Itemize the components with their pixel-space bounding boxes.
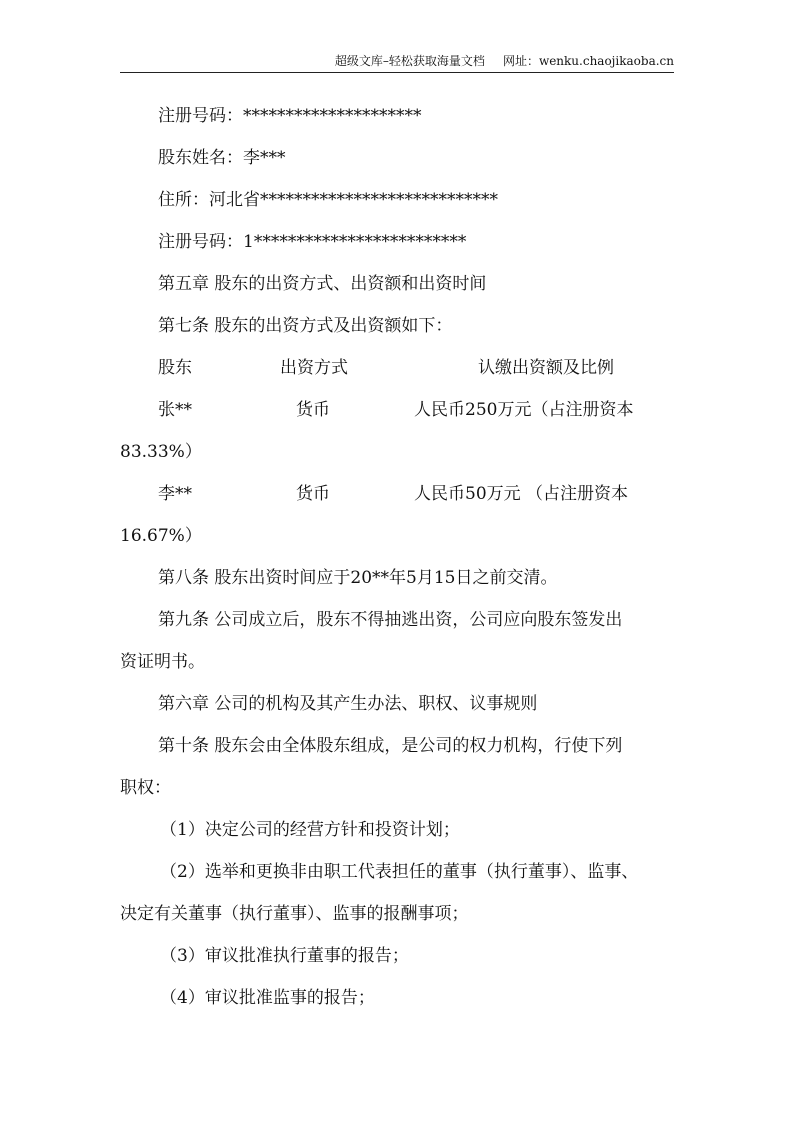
row-percent-line: 83.33%） [120,442,202,462]
table-header-shareholder: 股东 [158,358,192,378]
reg-number-line-1: 注册号码：********************* [158,106,422,126]
article-10-cont: 职权： [120,778,171,798]
list-item-2: （2）选举和更换非由职工代表担任的董事（执行董事）、监事、 [160,862,639,882]
header-site-name: 超级文库–轻松获取海量文档 [334,54,485,68]
row-amount: 人民币250万元（占注册资本 [414,400,634,420]
reg-number-line-2: 注册号码：1************************* [158,232,467,252]
table-header-method: 出资方式 [280,358,348,378]
row-shareholder: 张** [158,400,192,420]
row-amount: 人民币50万元 （占注册资本 [414,484,629,504]
chapter-5-title: 第五章 股东的出资方式、出资额和出资时间 [158,274,487,294]
list-item-2-cont: 决定有关董事（执行董事）、监事的报酬事项； [120,904,469,924]
article-7: 第七条 股东的出资方式及出资额如下： [158,316,453,336]
header-divider [120,72,674,73]
article-8: 第八条 股东出资时间应于20**年5月15日之前交清。 [158,568,558,588]
shareholder-name-line: 股东姓名：李*** [158,148,286,168]
row-percent-line: 16.67%） [120,526,202,546]
table-header-amount: 认缴出资额及比例 [478,358,614,378]
list-item-4: （4）审议批准监事的报告； [160,988,375,1008]
chapter-6-title: 第六章 公司的机构及其产生办法、职权、议事规则 [158,694,538,714]
article-9-cont: 资证明书。 [120,652,205,672]
header-url: 网址：wenku.chaojikaoba.cn [502,54,674,68]
list-item-3: （3）审议批准执行董事的报告； [160,946,409,966]
address-line: 住所：河北省**************************** [158,190,498,210]
row-shareholder: 李** [158,484,192,504]
article-9: 第九条 公司成立后，股东不得抽逃出资，公司应向股东签发出 [158,610,623,630]
row-method: 货币 [296,400,330,420]
row-method: 货币 [296,484,330,504]
article-10: 第十条 股东会由全体股东组成，是公司的权力机构，行使下列 [158,736,623,756]
page-header [120,52,674,72]
list-item-1: （1）决定公司的经营方针和投资计划； [160,820,460,840]
